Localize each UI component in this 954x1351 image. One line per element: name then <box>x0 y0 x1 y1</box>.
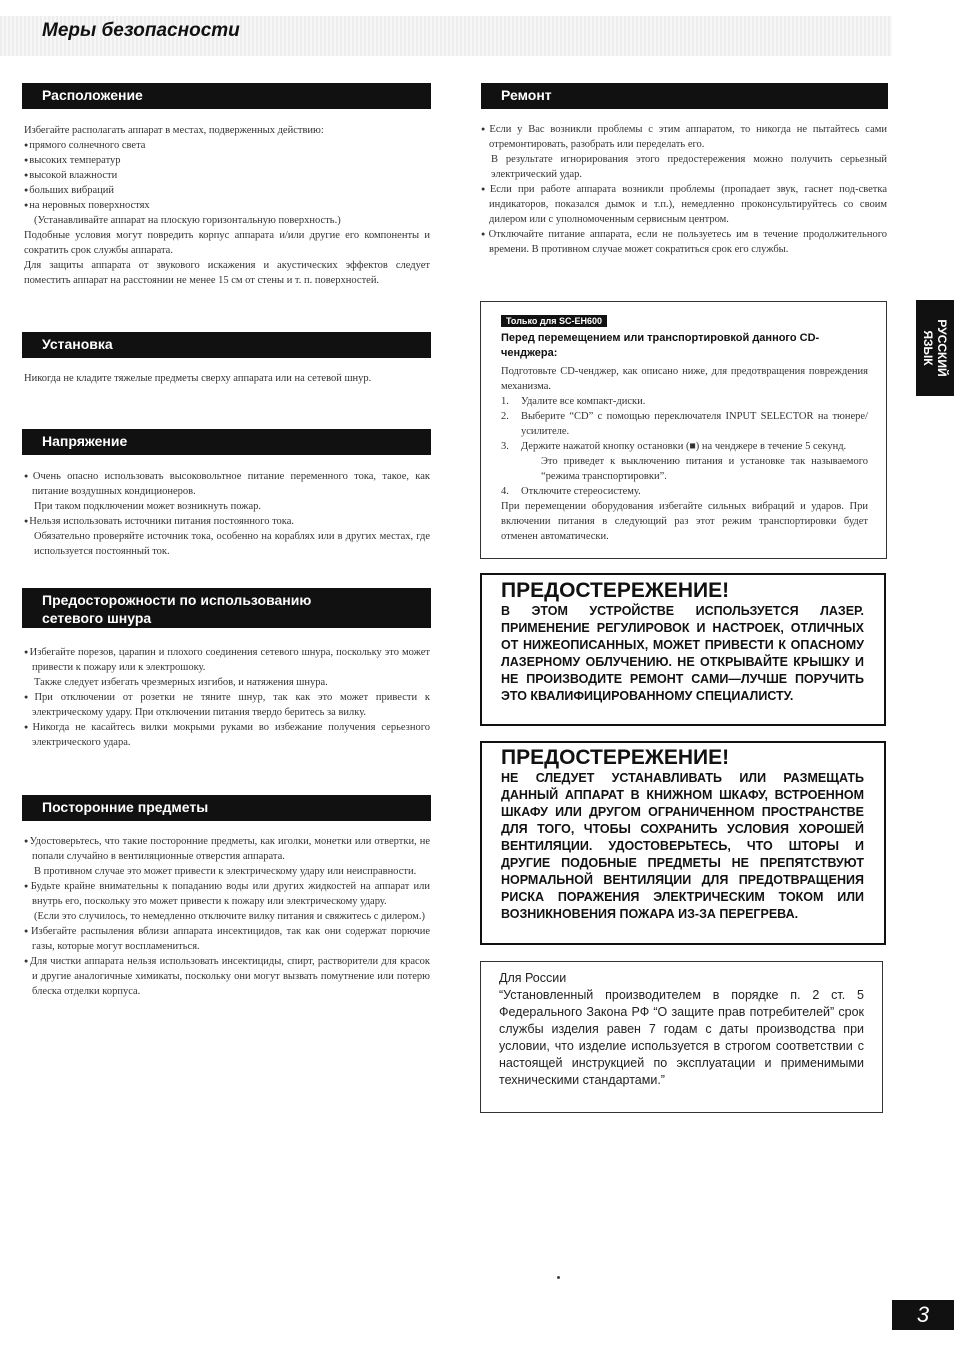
laser-warning-box <box>480 573 886 726</box>
list-item: ● больших вибраций <box>24 183 430 198</box>
section-heading-cord <box>22 588 431 628</box>
list-item-cont: При таком подключении может возникнуть пожар. <box>34 501 261 512</box>
repair-text <box>481 122 887 257</box>
install-paragraph: Никогда не кладите тяжелые предметы сверху аппарата или на сетевой шнур. <box>24 373 372 384</box>
placement-intro: Избегайте располагать аппарат в местах, подверженных действию: <box>24 125 324 136</box>
page-title: Меры безопасности <box>42 20 240 41</box>
list-item: ● на неровных поверхностях <box>24 198 430 213</box>
list-item: ● Нельзя использовать источники питания постоянного тока. <box>24 514 430 529</box>
list-item: ● прямого солнечного света <box>24 138 430 153</box>
language-tab <box>916 300 954 396</box>
section-heading-install: Установка <box>22 332 431 358</box>
list-item: ● Для чистки аппарата нельзя использовать инсектициды, спирт, растворители для красок и другие аналогичные химикаты, поскольку они могут вызвать помутнение или потерю блеска отделки корпуса. <box>24 954 430 999</box>
ventilation-warning-box <box>480 741 886 945</box>
cd-changer-box <box>480 301 887 559</box>
page-number: 3 <box>892 1300 954 1330</box>
cord-heading-line2: сетевого шнура <box>42 610 152 626</box>
list-item: ● Удостоверьтесь, что такие посторонние предметы, как иголки, монетки или отвертки, не попали случайно в вентиляционные отверстия аппарата. <box>24 834 430 864</box>
placement-note: (Устанавливайте аппарат на плоскую горизонтальную поверхность.) <box>34 215 341 226</box>
list-item: 1. Удалите все компакт-диски. <box>501 396 646 407</box>
foreign-text <box>24 834 430 999</box>
list-item: ● высоких температур <box>24 153 430 168</box>
list-item: ● высокой влажности <box>24 168 430 183</box>
cd-box-intro: Подготовьте CD-ченджер, как описано ниже, для предотвращения повреждения механизма. <box>501 366 868 392</box>
list-item-cont: (Если это случилось, то немедленно отключите вилку питания и свяжитесь с дилером.) <box>34 911 425 922</box>
list-item: ● Избегайте порезов, царапин и плохого соединения сетевого шнура, поскольку это может привести к пожару или к электрошоку. <box>24 645 430 675</box>
warning-text: В ЭТОМ УСТРОЙСТВЕ ИСПОЛЬЗУЕТСЯ ЛАЗЕР. ПРИМЕНЕНИЕ РЕГУЛИРОВОК И НАСТРОЕК, ОТЛИЧНЫХ ОТ НИЖЕОПИСАННЫХ, МОЖЕТ ПРИВЕСТИ К ОПАСНОМУ ЛАЗЕРНОМУ ОБЛУЧЕНИЮ. НЕ ОТКРЫВАЙТЕ КРЫШКУ И НЕ ПРОИЗВОДИТЕ РЕМОНТ САМИ—ЛУЧШЕ ПОРУЧИТЬ ЭТО КВАЛИФИЦИРОВАННОМУ СПЕЦИАЛИСТУ. <box>501 604 864 703</box>
list-item-cont: В результате игнорирования этого предостережения можно получить серьезный электрический удар. <box>491 154 887 180</box>
decorative-dot <box>557 1276 560 1279</box>
placement-text <box>24 123 430 288</box>
step3-note: Это приведет к выключению питания и установке так называемого “режима транспортировки”. <box>541 456 868 482</box>
section-heading-voltage: Напряжение <box>22 429 431 455</box>
list-item: ● При отключении от розетки не тяните шнур, так как это может привести к электрическому удару. При отключении питания твердо беритесь за вилку. <box>24 690 430 720</box>
russia-label: Для России <box>499 971 567 985</box>
cord-text <box>24 645 430 750</box>
list-item: ● Отключайте питание аппарата, если не пользуетесь им в течение продолжительного времени. В противном случае может сократиться срок его службы. <box>481 227 887 257</box>
cd-steps <box>501 394 868 499</box>
model-tag: Только для SC-EH600 <box>501 315 607 327</box>
language-tab-label: РУССКИЙ ЯЗЫК <box>921 319 949 377</box>
list-item: ● Если у Вас возникли проблемы с этим аппаратом, то никогда не пытайтесь сами отремонтировать, разобрать или переделать его. <box>481 122 887 152</box>
section-heading-foreign: Посторонние предметы <box>22 795 431 821</box>
list-item: 4. Отключите стереосистему. <box>501 486 641 497</box>
cd-box-title: Перед перемещением или транспортировкой данного CD-ченджера: <box>501 332 820 359</box>
list-item-cont: Также следует избегать чрезмерных изгибов, и натяжения шнура. <box>34 677 328 688</box>
list-item: 3. Держите нажатой кнопку остановки (■) на ченджере в течение 5 секунд. Это приведет к выключению питания и установке так называемого “режима транспортировки”. <box>501 441 868 482</box>
list-item-cont: В противном случае это может привести к электрическому удару или неисправности. <box>34 866 417 877</box>
warning-title: ПРЕДОСТЕРЕЖЕНИЕ! <box>501 579 730 602</box>
warning-text: НЕ СЛЕДУЕТ УСТАНАВЛИВАТЬ ИЛИ РАЗМЕЩАТЬ ДАННЫЙ АППАРАТ В КНИЖНОМ ШКАФУ, ВСТРОЕННОМ ШКАФУ ИЛИ ДРУГОМ ОГРАНИЧЕННОМ ПРОСТРАНСТВЕ ДЛЯ ТОГО, ЧТОБЫ СОХРАНИТЬ УСЛОВИЯ ХОРОШЕЙ ВЕНТИЛЯЦИИ. УДОСТОВЕРЬТЕСЬ, ЧТО ШТОРЫ И ДРУГИЕ ПОДОБНЫЕ ПРЕДМЕТЫ НЕ ПРЕПЯТСТВУЮТ НОРМАЛЬНОЙ ВЕНТИЛЯЦИИ ДЛЯ ПРЕДОТВРАЩЕНИЯ РИСКА ПОРАЖЕНИЯ ЭЛЕКТРИЧЕСКИМ ТОКОМ ИЛИ ВОЗНИКНОВЕНИЯ ПОЖАРА ИЗ-ЗА ПЕРЕГРЕВА. <box>501 771 864 921</box>
list-item: 2. Выберите “CD” с помощью переключателя INPUT SELECTOR на тюнере/усилителе. <box>501 411 868 437</box>
voltage-text <box>24 469 430 559</box>
section-heading-placement: Расположение <box>22 83 431 109</box>
cd-box-outro: При перемещении оборудования избегайте сильных вибраций и ударов. При включении питания в следующий раз этот режим транспортировки будет отменен автоматически. <box>501 501 868 542</box>
russia-box <box>480 961 883 1113</box>
install-text <box>24 371 430 386</box>
placement-p1: Подобные условия могут повредить корпус аппарата и/или другие его компоненты и сократить срок службы аппарата. <box>24 230 430 256</box>
warning-title: ПРЕДОСТЕРЕЖЕНИЕ! <box>501 746 730 769</box>
russia-text: “Установленный производителем в порядке п. 2 ст. 5 Федерального Закона РФ “О защите прав потребителей” срок службы изделия равен 7 годам с даты производства при условии, что изделие используется в строгом соответствии с настоящей инструкцией по эксплуатации и применимыми техническими стандартами.” <box>499 988 864 1087</box>
list-item-cont: Обязательно проверяйте источник тока, особенно на кораблях или в других местах, где используется постоянный ток. <box>34 531 430 557</box>
placement-p2: Для защиты аппарата от звукового искажения и акустических эффектов следует поместить аппарат на расстоянии не менее 15 см от стены и т. п. поверхностей. <box>24 260 430 286</box>
section-heading-repair: Ремонт <box>481 83 888 109</box>
list-item: ● Будьте крайне внимательны к попаданию воды или других жидкостей на аппарат или внутрь его, поскольку это может привести к пожару или электрическому удару. <box>24 879 430 909</box>
cd-box-text <box>501 364 868 544</box>
list-item: ● Если при работе аппарата возникли проблемы (пропадает звук, гаснет под-светка индикаторов, показался дымок и т.п.), немедленно проконсультируйтесь со своим дилером или с уполномоченным сервисным центром. <box>481 182 887 227</box>
cord-heading-line1: Предосторожности по использованию <box>42 592 312 608</box>
list-item: ● Очень опасно использовать высоковольтное питание переменного тока, такое, как питание воздушных кондиционеров. <box>24 469 430 499</box>
list-item: ● Никогда не касайтесь вилки мокрыми руками во избежание получения серьезного электрического удара. <box>24 720 430 750</box>
list-item: ● Избегайте распыления вблизи аппарата инсектицидов, так как они содержат порючие газы, которые могут воспламениться. <box>24 924 430 954</box>
